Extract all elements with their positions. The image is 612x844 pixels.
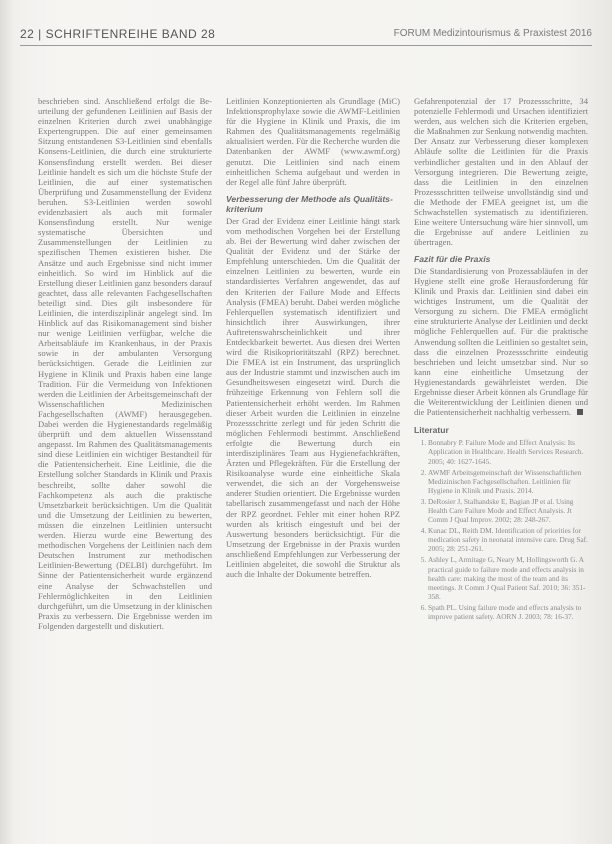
text-column-2 xyxy=(226,96,400,836)
text-column-1 xyxy=(38,96,212,836)
reference-item: 5. Ashley L, Armitage G, Neary M, Hollingsworth G. A practical guide to failure mode and effects analysis in health care: making the most of the team and its meetings. Jt Comm J Qual Patient Saf. 2010; 36: 351-358. xyxy=(428,555,588,600)
section-heading-method: Verbesserung der Methode als Qualitäts-kriterium xyxy=(226,193,393,215)
reference-list xyxy=(414,438,588,621)
reference-item: 4. Kunac DL, Reith DM. Identification of priorities for medication safety in neonatal intensive care. Drug Saf. 2005; 28: 251-261. xyxy=(428,526,588,553)
body-text xyxy=(414,266,588,417)
body-text: Leitlinien Konzeptionierten als Grundlage (MiC) Infektionsprophylaxe sowie die AWMF-Leitlinien für die Hygiene in Klinik und Praxis, die im Rahmen des Qualitätsmanagements regelmäßig aktualisiert werden. Für die Recherche wurden die Datenbanken der AWMF (www.awmf.org) genutzt. Die Leitlinien sind nach einem einheitlichen Schema aufgebaut und werden in der Regel alle fünf Jahre überprüft. xyxy=(226,96,400,187)
reference-item: 3. DeRosier J, Stalhandske E, Bagian JP et al. Using Health Care Failure Mode and Effect Analysis. Jt Comm J Qual Improv. 2002; 28: 248-267. xyxy=(428,497,588,524)
page-header xyxy=(20,25,592,46)
reference-item: 2. AWMF Arbeitsgemeinschaft der Wissenschaftlichen Medizinischen Fachgesellschaften. Leitlinien für Hygiene in Klinik und Praxis. 2014. xyxy=(428,468,588,495)
body-text: Gefahrenpotenzial der 17 Prozessschritte, 34 potenzielle Fehlermodi und Ursachen identifiziert werden, aus welchen sich die Kriterien ergeben, die Maßnahmen zur Senkung notwendig machten. Der Ansatz zur Verbesserung dieser komplexen Abläufe sollte die Leitlinien für die Praxis verbindlicher gestalten und in den Ablauf der Versorgung integrieren. Die Bewertung zeigte, dass die Leitlinien in den einzelnen Prozessschritten teilweise unvollständig sind und die Methode der FMEA geeignet ist, um die Schwachstellen systematisch zu identifizieren. Eine weitere Untersuchung wäre hier sinnvoll, um die Ergebnisse auf andere Leitlinien zu übertragen. xyxy=(414,96,588,248)
reference-item: 1. Bonnabry P. Failure Mode and Effect Analysis: Its Application in Healthcare. Health Services Research. 2005; 40: 1627-1645. xyxy=(428,438,588,465)
section-heading-practice: Fazit für die Praxis xyxy=(414,254,491,265)
reference-item: 6. Spath PL. Using failure mode and effects analysis to improve patient safety. AORN J. 2003; 78: 16-37. xyxy=(428,603,588,621)
running-head-series: 22 | SCHRIFTENREIHE BAND 28 xyxy=(20,27,216,41)
practice-text: Die Standardisierung von Prozessabläufen in der Hygiene stellt eine große Herausforderung für Klinik und Praxis dar. Leitlinien sind dabei ein wichtiges Instrument, um die Qualität der Versorgung zu sichern. Die FMEA ermöglicht eine strukturierte Analyse der Leitlinien und deckt mögliche Fehlerquellen auf. Für die praktische Anwendung sollten die Leitlinien so gestaltet sein, dass die einzelnen Prozessschritte eindeutig beschrieben und leicht umsetzbar sind. Nur so kann eine einheitliche Umsetzung der Hygienestandards gewährleistet werden. Die Ergebnisse dieser Arbeit können als Grundlage für die Weiterentwicklung der Leitlinien dienen und die Patientensicherheit nachhaltig verbessern. xyxy=(414,265,588,418)
text-column-3 xyxy=(414,96,588,836)
body-text: beschrieben sind. Anschließend erfolgt die Be-urteilung der gefundenen Leitlinien auf Basis der einzelnen Kriterien durch zwei unabhängige Expertengruppen. Die auf einer gemeinsamen Sitzung entstandenen S3-Leitlinien sind ebenfalls Konsens-Leitlinien, die durch eine strukturierte Konsensfindung erstellt werden. Bei dieser Leitlinie handelt es sich um die höchste Stufe der Leitlinien, die auf einer systematischen Überprüfung und Zusammenstellung der Evidenz beruhen. S3-Leitlinien werden sowohl evidenzbasiert als auch mit formaler Konsensfindung erstellt. Nur wenige systematische Übersichten und Zusammenstellungen der Leitlinien zu spezifischen Themen existieren bisher. Die Ansätze und auch Ergebnisse sind nicht immer einheitlich. So wird im Hinblick auf die Erstellung dieser Leitlinien ganz besonders darauf geachtet, dass alle relevanten Fachgesellschaften beteiligt sind. Dies gilt insbesondere für Leitlinien, die interdisziplinär angelegt sind. Im Hinblick auf das Risikomanagement sind bisher nur wenige Leitlinien verfügbar, welche die Arbeitsabläufe im Krankenhaus, in der Praxis sowie in der ambulanten Versorgung berücksichtigen. Gerade die Leitlinien zur Hygiene in Klinik und Praxis haben eine lange Tradition. Für die Vermeidung von Infektionen werden die Leitlinien der Arbeitsgemeinschaft der Wissenschaftlichen Medizinischen Fachgesellschaften (AWMF) herausgegeben. Dabei werden die Hygienestandards regelmäßig überprüft und dem aktuellen Wissensstand angepasst. Im Rahmen des Qualitätsmanagements sind diese Leitlinien ein wichtiger Bestandteil für die Patientensicherheit. Eine Leitlinie, die die Erstellung solcher Standards in Klinik und Praxis beschreibt, sollte daher sowohl die Fachkompetenz als auch die praktische Umsetzbarkeit berücksichtigen. Um die Qualität und die Umsetzung der Leitlinien zu bewerten, müssen die einzelnen Leitlinien untersucht werden. Hierzu wurde eine Bewertung des methodischen Vorgehens der Leitlinien nach dem Deutschen Instrument zur methodischen Leitlinien-Bewertung (DELBI) durchgeführt. Im Sinne der Patientensicherheit wurde ergänzend eine Analyse der Schwachstellen und Fehlermöglichkeiten in den Leitlinien durchgeführt, um die Umsetzung in der klinischen Praxis zu verbessern. Die Ergebnisse werden im Folgenden dargestellt und diskutiert. xyxy=(38,96,212,631)
literature-heading: Literatur xyxy=(414,425,449,436)
end-of-article-mark xyxy=(577,409,583,415)
body-text: Der Grad der Evidenz einer Leitlinie hängt stark vom methodischen Vorgehen bei der Erstellung ab. Bei der Bewertung wird daher zwischen der Qualität der Evidenz und der Stärke der Empfehlung unterschieden. Um die Qualität der einzelnen Leitlinien zu bewerten, wurde ein standardisiertes Verfahren angewendet, das auf den Kriterien der Failure Mode and Effects Analysis (FMEA) beruht. Dabei werden mögliche Fehlerquellen systematisch identifiziert und hinsichtlich ihrer Auswirkungen, ihrer Auftretenswahrscheinlichkeit und ihrer Entdeckbarkeit bewertet. Aus diesen drei Werten wird die Risikoprioritätszahl (RPZ) berechnet. Die FMEA ist ein Instrument, das ursprünglich aus der Industrie stammt und inzwischen auch im Gesundheitswesen eingesetzt wird. Durch die frühzeitige Erkennung von Fehlern soll die Patientensicherheit erhöht werden. Im Rahmen dieser Arbeit wurden die Leitlinien in einzelne Prozessschritte zerlegt und für jeden Schritt die möglichen Fehlermodi bestimmt. Anschließend erfolgte die Bewertung durch ein interdisziplinäres Team aus Hygienefachkräften, Ärzten und Pflegekräften. Für die Erstellung der Risikoanalyse wurde eine einheitliche Skala verwendet, die sich an der Vorgehensweise anderer Studien orientiert. Die Ergebnisse wurden tabellarisch zusammengefasst und nach der Höhe der RPZ geordnet. Fehler mit einer hohen RPZ wurden als kritisch eingestuft und bei der Auswertung besonders berücksichtigt. Für die Umsetzung der Ergebnisse in der Praxis wurden anschließend Empfehlungen zur Verbesserung der Leitlinien abgeleitet, die sowohl die Struktur als auch die Inhalte der Dokumente betreffen. xyxy=(226,215,400,580)
running-head-journal: FORUM Medizintourismus & Praxistest 2016 xyxy=(393,28,592,39)
